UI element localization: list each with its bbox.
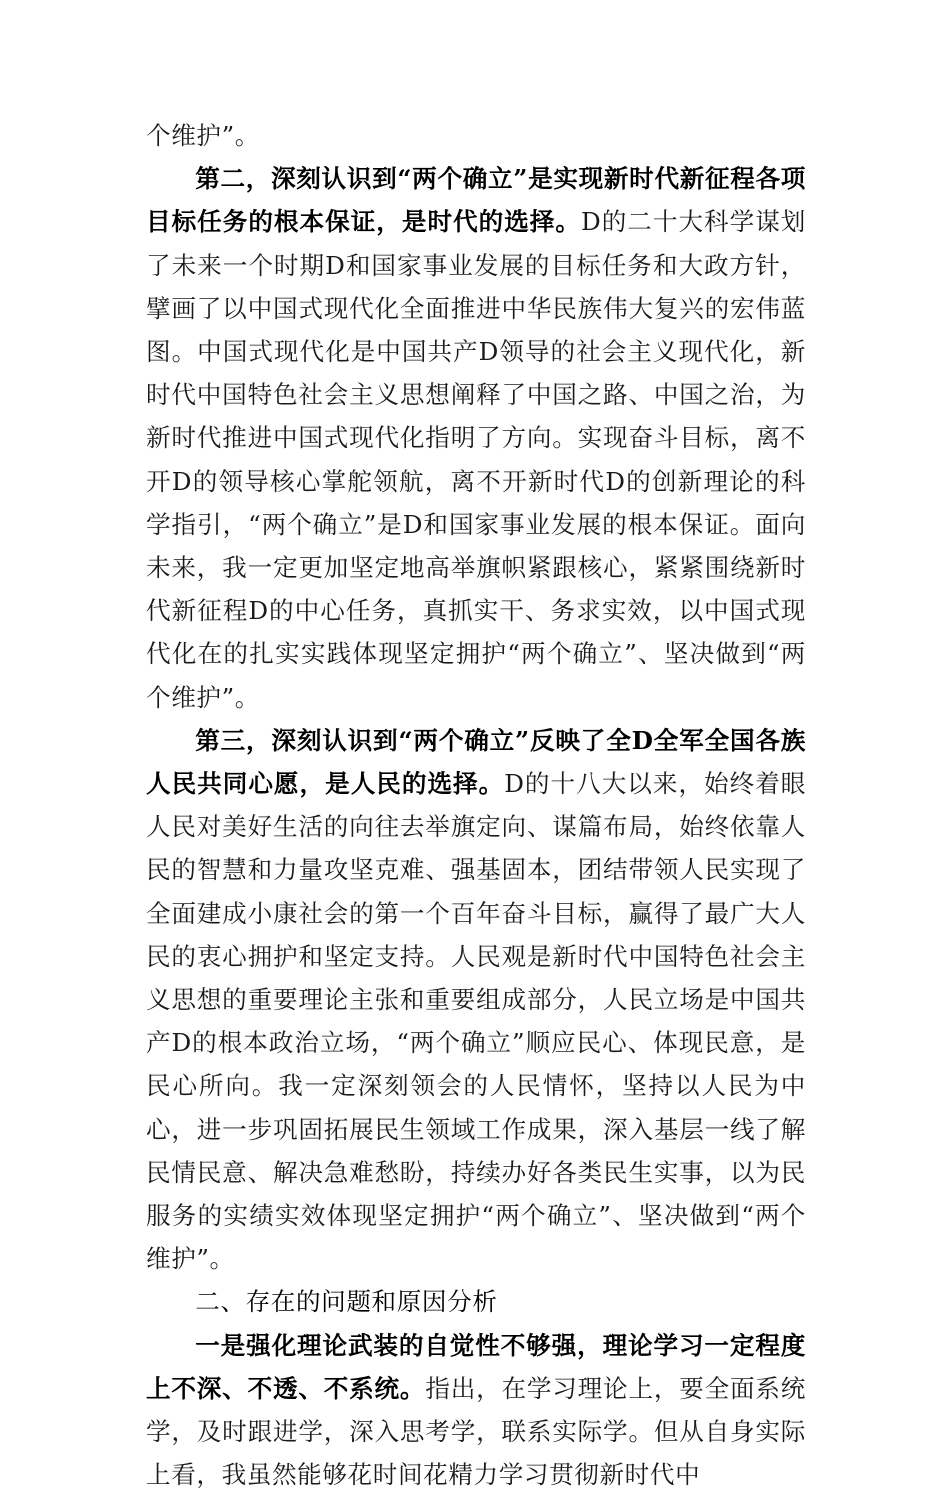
section-heading-text: 二、存在的问题和原因分析 (195, 1287, 498, 1317)
paragraph-problem-one (146, 1324, 806, 1497)
paragraph-third-point (146, 719, 806, 1281)
paragraph-lead-bold: 一是强化理论武装的自觉性不够强，理论学习一定程度上不深、不透、不系统。 (146, 1330, 806, 1403)
paragraph-lead-bold: 第二，深刻认识到“两个确立”是实现新时代新征程各项目标任务的根本保证，是时代的选择。 (146, 164, 806, 237)
section-heading (146, 1280, 806, 1323)
paragraph-continuation (146, 114, 806, 157)
paragraph-text: 指出，在学习理论上，要全面系统学，及时跟进学，深入思考学，联系实际学。但从自身实际上看，我虽然能够花时间花精力学习贯彻新时代中 (146, 1373, 806, 1490)
paragraph-text: 个维护”。 (146, 121, 260, 150)
document-body (146, 114, 806, 1497)
paragraph-second-point (146, 157, 806, 719)
paragraph-lead-bold: 第三，深刻认识到“两个确立”反映了全D全军全国各族人民共同心愿，是人民的选择。 (146, 725, 806, 799)
paragraph-text: D的二十大科学谋划了未来一个时期D和国家事业发展的目标任务和大政方针，擘画了以中国式现代化全面推进中华民族伟大复兴的宏伟蓝图。中国式现代化是中国共产D领导的社会主义现代化，新时代中国特色社会主义思想阐释了中国之路、中国之治，为新时代推进中国式现代化指明了方向。实现奋斗目标，离不开D的领导核心掌舵领航，离不开新时代D的创新理论的科学指引，“两个确立”是D和国家事业发展的根本保证。面向未来，我一定更加坚定地高举旗帜紧跟核心，紧紧围绕新时代新征程D的中心任务，真抓实干、务求实效，以中国式现代化在的扎实实践体现坚定拥护“两个确立”、坚决做到“两个维护”。 (146, 207, 806, 712)
paragraph-text: D的十八大以来，始终着眼人民对美好生活的向往去举旗定向、谋篇布局，始终依靠人民的智慧和力量攻坚克难、强基固本，团结带领人民实现了全面建成小康社会的第一个百年奋斗目标，赢得了最广大人民的衷心拥护和坚定支持。人民观是新时代中国特色社会主义思想的重要理论主张和重要组成部分，人民立场是中国共产D的根本政治立场，“两个确立”顺应民心、体现民意，是民心所向。我一定深刻领会的人民情怀，坚持以人民为中心，进一步巩固拓展民生领域工作成果，深入基层一线了解民情民意、解决急难愁盼，持续办好各类民生实事，以为民服务的实绩实效体现坚定拥护“两个确立”、坚决做到“两个维护”。 (146, 769, 806, 1274)
